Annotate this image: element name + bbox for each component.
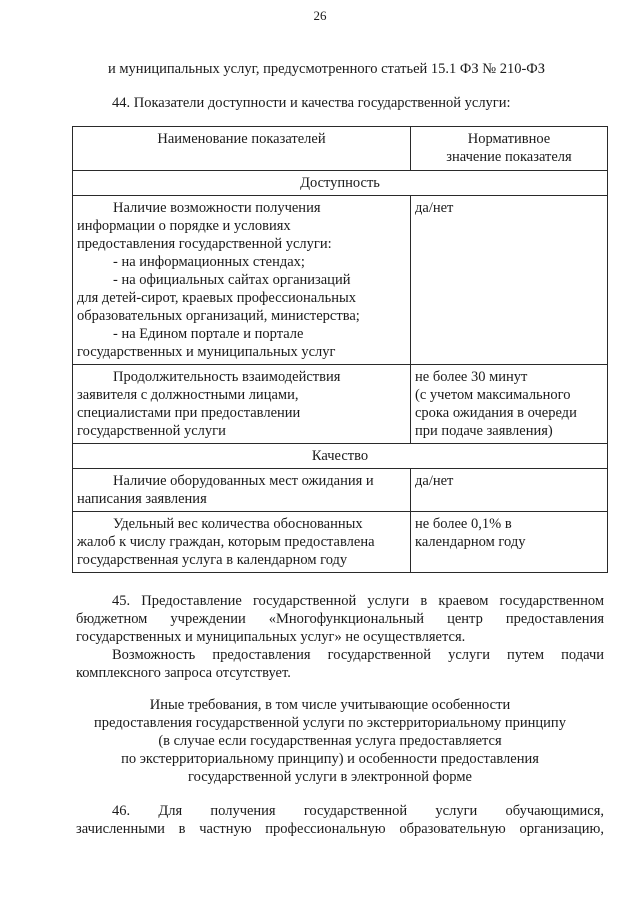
row1-name: Наличие возможности получения информации о порядке и условиях предоставления государственной услуги: - на информационных стендах; - на официальных сайтах организаций для детей-сирот, краевых профессиональных образовательных организаций, министерства; - на Едином портале и портале государственных и муниципальных услуг — [73, 196, 411, 365]
table-row — [73, 512, 608, 573]
row4-name: Удельный вес количества обоснованных жалоб к числу граждан, которым предоставлена государственная услуга в календарном году — [73, 512, 411, 573]
table-row — [73, 365, 608, 444]
page-number: 26 — [313, 8, 327, 23]
section-access: Доступность — [73, 171, 608, 196]
row2-value: не более 30 минут (с учетом максимального срока ожидания в очереди при подаче заявления) — [411, 365, 608, 444]
col2-header: Нормативное значение показателя — [411, 127, 608, 171]
row2-name: Продолжительность взаимодействия заявителя с должностными лицами, специалистами при предоставлении государственной услуги — [73, 365, 411, 444]
row3-value: да/нет — [411, 469, 608, 512]
row1-value: да/нет — [411, 196, 608, 365]
table-row — [73, 196, 608, 365]
row3-name: Наличие оборудованных мест ожидания и написания заявления — [73, 469, 411, 512]
section-44-heading: 44. Показатели доступности и качества государственной услуги: — [112, 95, 511, 111]
intro-line: и муниципальных услуг, предусмотренного статьей 15.1 ФЗ № 210-ФЗ — [108, 61, 545, 77]
table-row — [73, 469, 608, 512]
row4-value: не более 0,1% в календарном году — [411, 512, 608, 573]
indicators-table — [72, 126, 608, 573]
section-quality: Качество — [73, 444, 608, 469]
col1-header: Наименование показателей — [73, 127, 411, 171]
